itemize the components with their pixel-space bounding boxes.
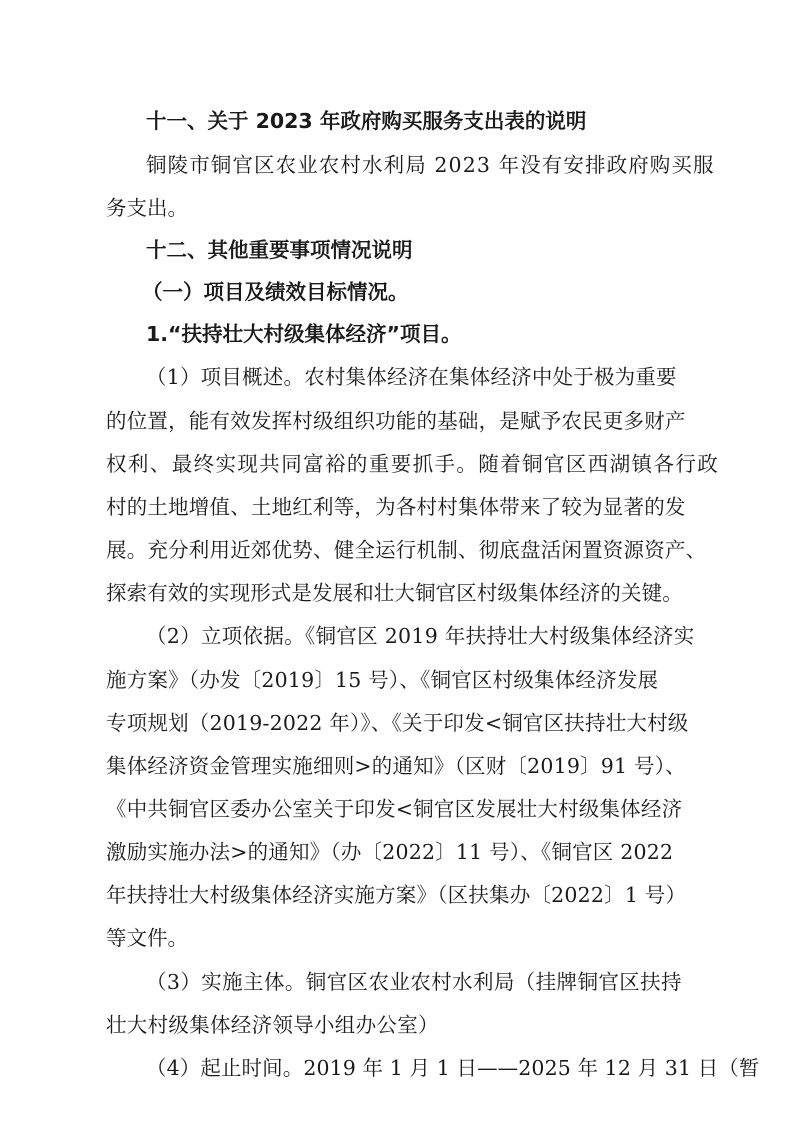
paragraph-line: 铜陵市铜官区农业农村水利局 2023 年没有安排政府购买服 [146, 153, 715, 177]
paragraph-line: 展。充分利用近郊优势、健全运行机制、彻底盘活闲置资源资产、 [106, 538, 707, 562]
paragraph-line: 激励实施办法>的通知》（办〔2022〕11 号）、《铜官区 2022 [106, 840, 674, 864]
paragraph-line: 村的土地增值、土地红利等，为各村村集体带来了较为显著的发 [106, 495, 686, 519]
project-heading: 1.“扶持壮大村级集体经济”项目。 [146, 322, 462, 346]
paragraph-line: 《中共铜官区委办公室关于印发<铜官区发展壮大村级集体经济 [106, 797, 683, 821]
paragraph-line: 的位置，能有效发挥村级组织功能的基础，是赋予农民更多财产 [106, 409, 686, 433]
paragraph-line: 探索有效的实现形式是发展和壮大铜官区村级集体经济的关键。 [106, 581, 683, 605]
section-12-heading: 十二、其他重要事项情况说明 [146, 238, 413, 262]
paragraph-line: 年扶持壮大村级集体经济实施方案》（区扶集办〔2022〕1 号） [106, 883, 687, 907]
paragraph-line: 务支出。 [106, 196, 188, 220]
paragraph-line: 专项规划（2019-2022 年）》、《关于印发<铜官区扶持壮大村级 [106, 711, 689, 735]
paragraph-line: 等文件。 [106, 926, 188, 950]
subsection-1-heading: （一）项目及绩效目标情况。 [142, 280, 409, 304]
paragraph-line: 壮大村级集体经济领导小组办公室） [106, 1013, 439, 1037]
paragraph-line: 权利、最终实现共同富裕的重要抓手。随着铜官区西湖镇各行政 [106, 452, 720, 476]
paragraph-line: 集体经济资金管理实施细则>的通知》（区财〔2019〕91 号）、 [106, 754, 686, 778]
paragraph-line: 施方案》（办发〔2019〕15 号）、《铜官区村级集体经济发展 [106, 668, 659, 692]
section-11-heading: 十一、关于 2023 年政府购买服务支出表的说明 [146, 109, 587, 133]
paragraph-line: （2）立项依据。《铜官区 2019 年扶持壮大村级集体经济实 [146, 624, 695, 648]
paragraph-line: （1）项目概述。农村集体经济在集体经济中处于极为重要 [146, 365, 677, 389]
paragraph-line: （3）实施主体。铜官区农业农村水利局（挂牌铜官区扶持 [146, 970, 682, 994]
paragraph-line: （4）起止时间。2019 年 1 月 1 日——2025 年 12 月 31 日（暂 [146, 1056, 760, 1080]
